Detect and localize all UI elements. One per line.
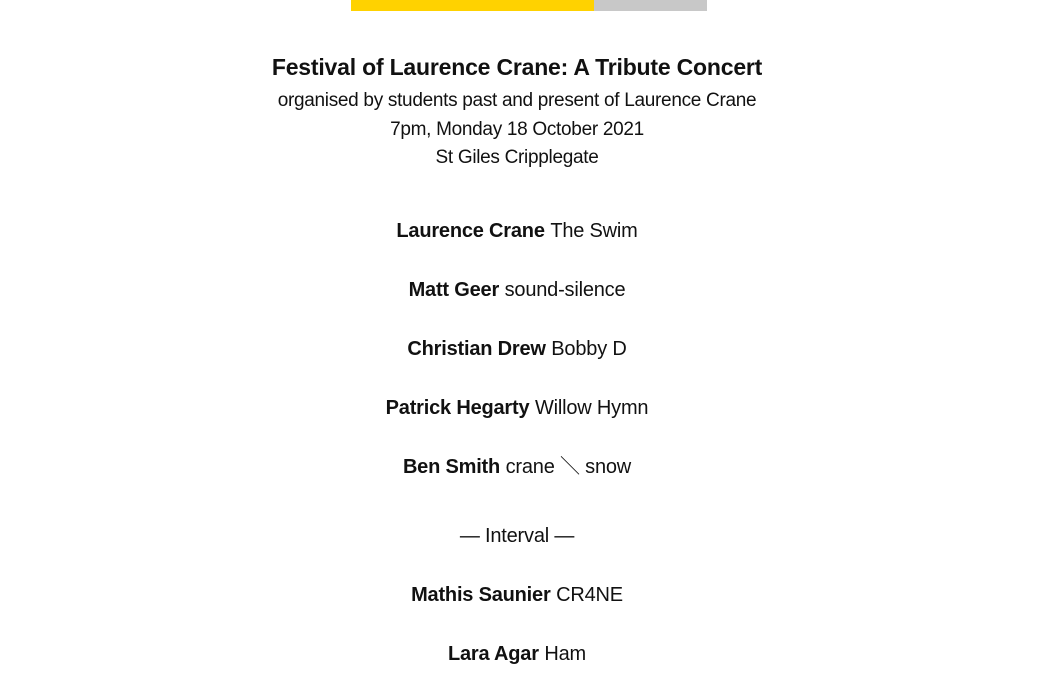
organiser-line: organised by students past and present of Laurence Crane [277,90,757,111]
concert-header [0,52,1034,173]
program-item [0,452,1034,511]
program-item [0,275,1034,334]
work-title: Willow Hymn [534,397,649,419]
composer-name: Ben Smith [402,456,501,478]
composer-name: Christian Drew [407,338,546,360]
composer-name: Matt Geer [408,279,500,301]
work-title: The Swim [550,220,638,242]
program-item [0,334,1034,393]
venue-line: St Giles Cripplegate [435,147,599,168]
work-title: crane ＼ snow [505,456,632,478]
program-list [0,216,1034,698]
concert-title: Festival of Laurence Crane: A Tribute Concert [271,54,763,80]
work-title: Ham [544,643,587,665]
work-title: CR4NE [556,584,623,606]
date-line: 7pm, Monday 18 October 2021 [390,118,644,140]
color-bar-yellow-segment [351,0,594,11]
program-item [0,580,1034,639]
composer-name: Lara Agar [447,643,539,665]
program-item [0,639,1034,698]
work-title: Bobby D [551,338,627,360]
top-color-bar [351,0,707,11]
work-title: sound-silence [504,279,626,301]
interval-divider: — Interval — [459,525,575,547]
program-item [0,393,1034,452]
composer-name: Patrick Hegarty [385,397,530,419]
composer-name: Mathis Saunier [411,584,551,606]
program-item [0,216,1034,275]
composer-name: Laurence Crane [396,220,545,242]
color-bar-grey-segment [594,0,707,11]
